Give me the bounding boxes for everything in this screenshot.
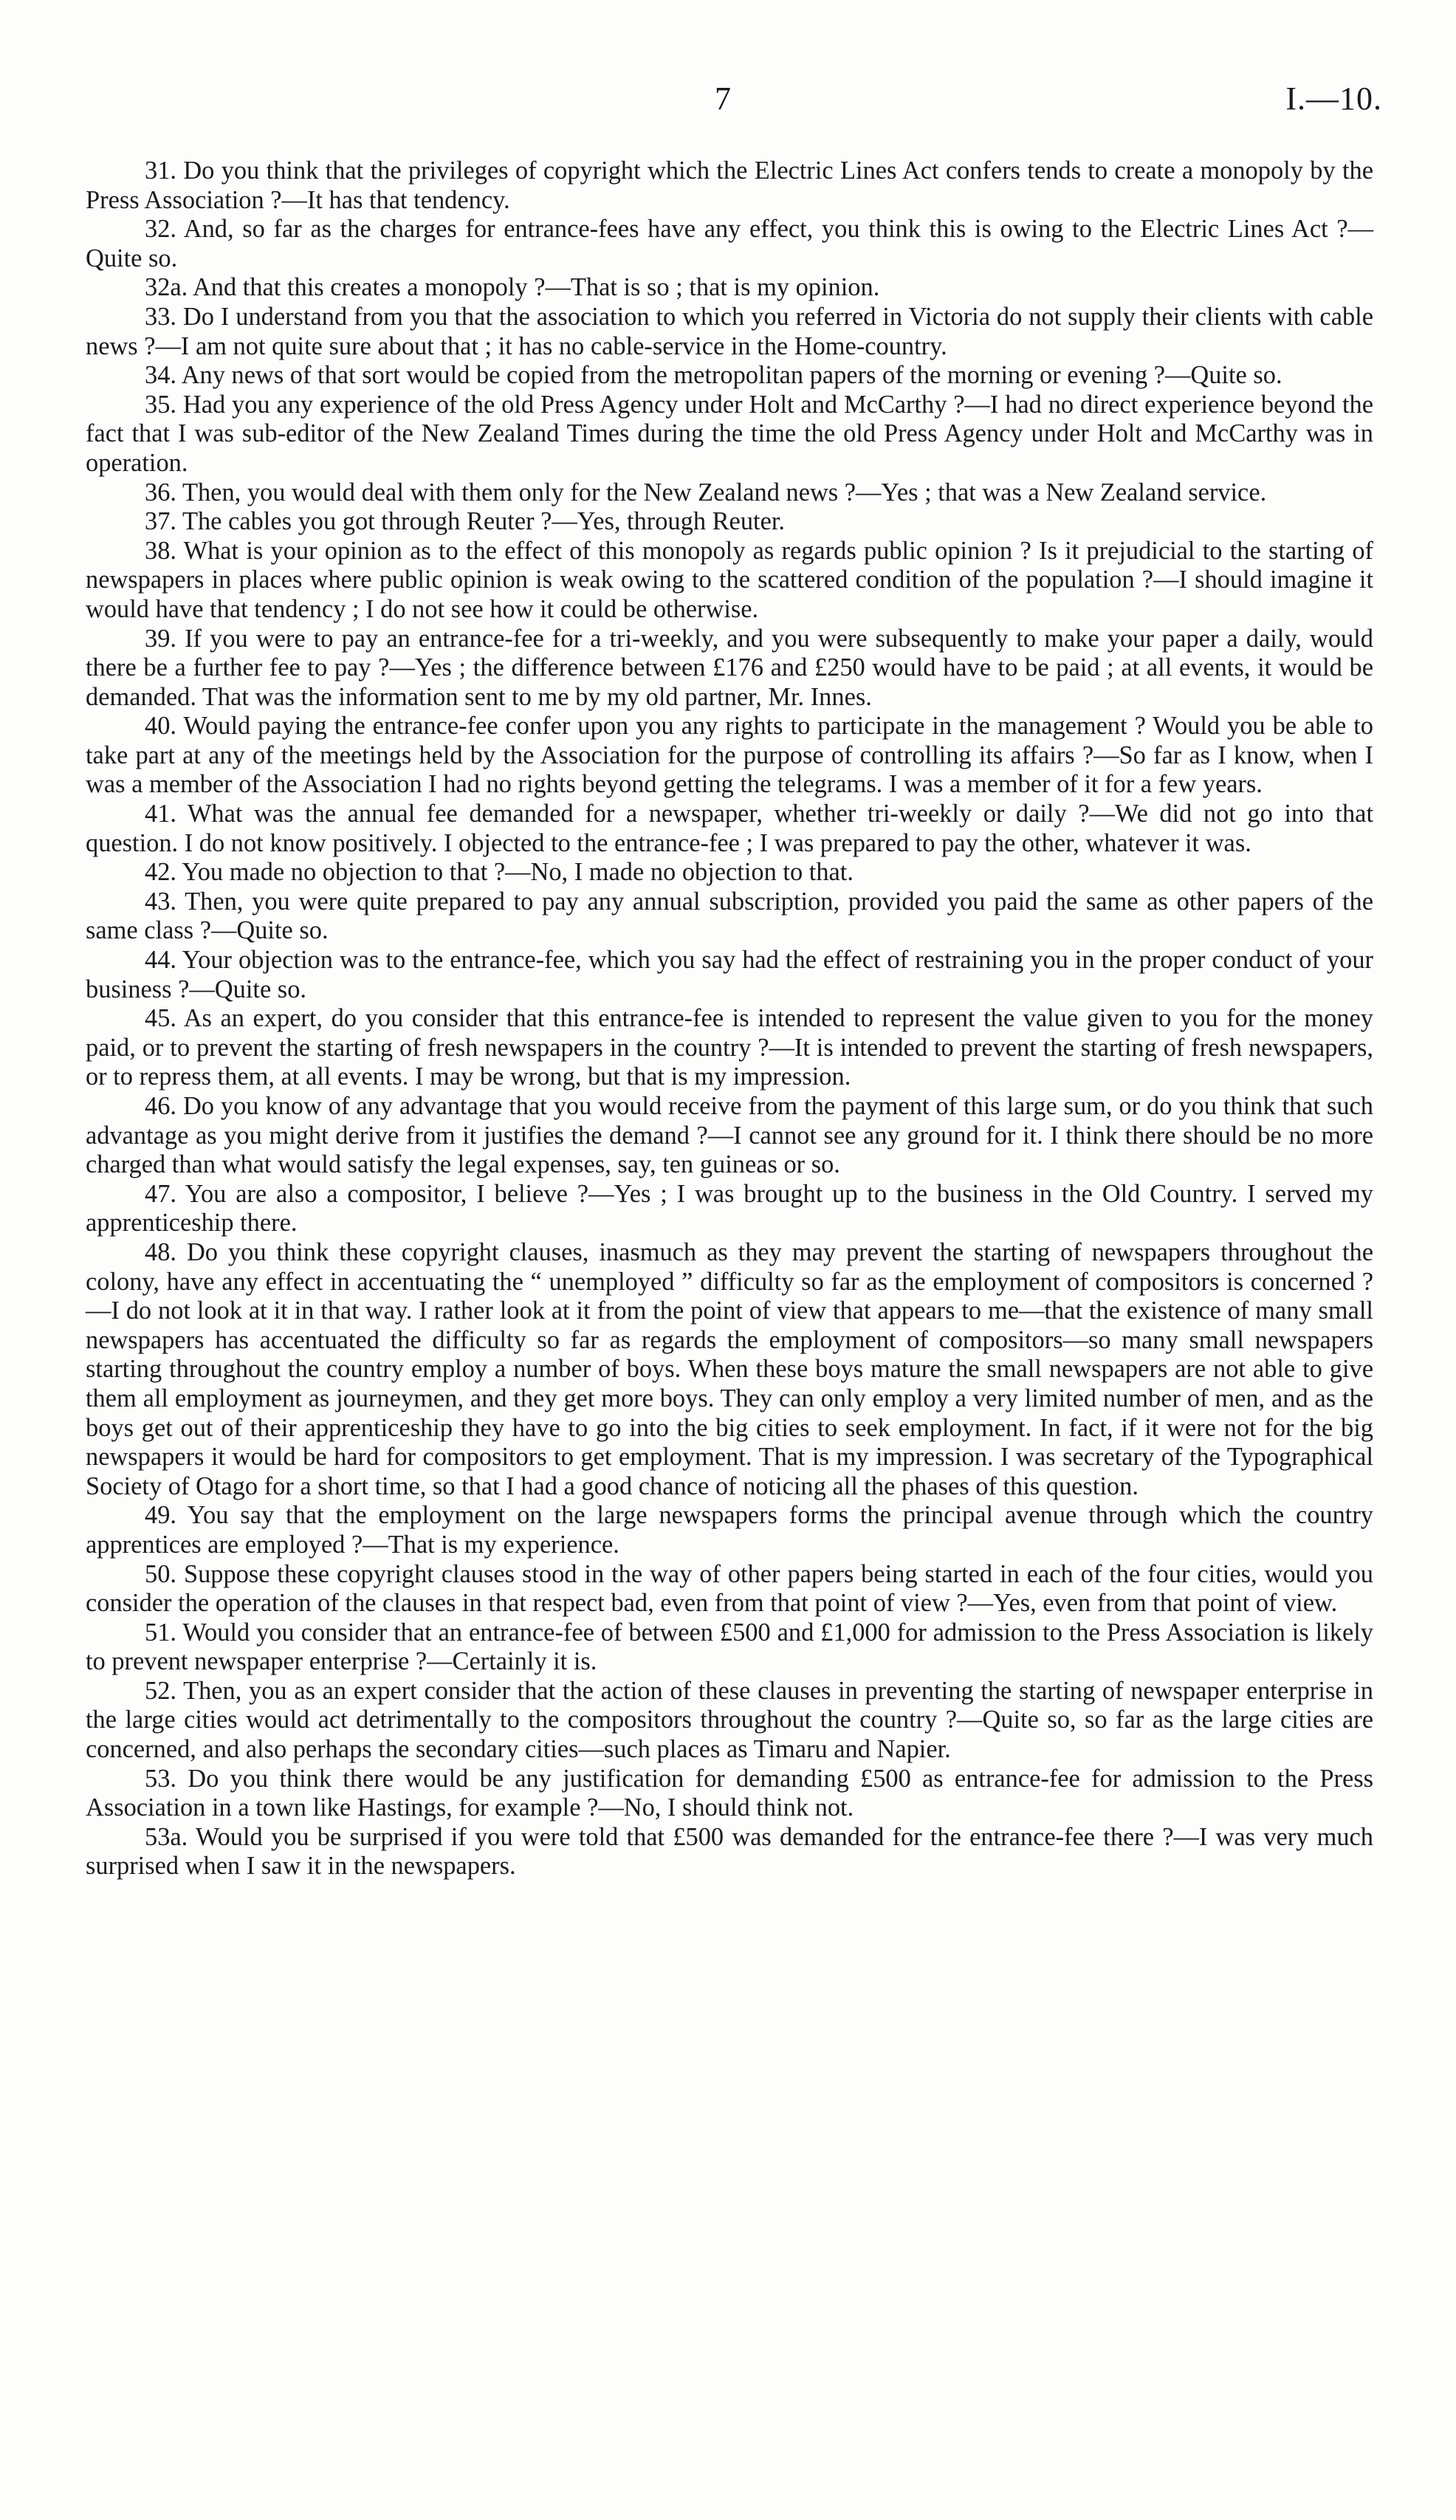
question-number: 53a. xyxy=(145,1822,188,1851)
question-answer-37 xyxy=(86,507,1373,537)
question-answer-46 xyxy=(86,1092,1373,1180)
question-number: 45. xyxy=(145,1004,176,1033)
question-answer-35 xyxy=(86,391,1373,478)
question-answer-40 xyxy=(86,712,1373,800)
question-answer-text: Then, you were quite prepared to pay any annual subscription, provided you paid the same as other papers of the same class ?—Quite so. xyxy=(86,887,1373,945)
question-number: 38. xyxy=(145,536,176,565)
question-answer-31 xyxy=(86,157,1373,215)
question-answer-49 xyxy=(86,1501,1373,1559)
testimony-body xyxy=(86,157,1373,1881)
question-answer-32 xyxy=(86,215,1373,273)
question-answer-text: Suppose these copyright clauses stood in the way of other papers being started in each of the four cities, would you consider the operation of the clauses in that respect bad, even from that point of view ?—Yes, even from that point of view. xyxy=(86,1559,1373,1618)
question-answer-text: Had you any experience of the old Press Agency under Holt and McCarthy ?—I had no direct experience beyond the fact that I was sub-editor of the New Zealand Times during the time the old Press Agency under Holt and McCarthy was in operation. xyxy=(86,390,1373,477)
question-answer-41 xyxy=(86,800,1373,858)
question-answer-text: You made no objection to that ?—No, I made no objection to that. xyxy=(182,858,854,887)
question-answer-44 xyxy=(86,946,1373,1004)
question-answer-text: And that this creates a monopoly ?—That is so ; that is my opinion. xyxy=(192,273,880,302)
question-number: 31. xyxy=(145,157,176,185)
question-answer-text: What was the annual fee demanded for a newspaper, whether tri-weekly or daily ?—We did not go into that question. I do not know positively. I objected to the entrance-fee ; I was prepared to pay the other, whatever it was. xyxy=(86,800,1373,857)
question-answer-47 xyxy=(86,1180,1373,1238)
question-answer-text: What is your opinion as to the effect of this monopoly as regards public opinion ? Is it prejudicial to the starting of newspapers in places where public opinion is weak owing to the scattered condition of the population ?—I should imagine it would have that tendency ; I do not see how it could be otherwise. xyxy=(86,536,1373,623)
page-number: 7 xyxy=(715,80,731,117)
question-answer-48 xyxy=(86,1238,1373,1501)
question-number: 41. xyxy=(145,800,176,828)
question-number: 49. xyxy=(145,1501,176,1530)
question-number: 44. xyxy=(145,946,176,975)
question-number: 52. xyxy=(145,1676,176,1705)
question-answer-50 xyxy=(86,1560,1373,1618)
question-number: 43. xyxy=(145,887,176,916)
question-number: 42. xyxy=(145,858,176,887)
question-number: 37. xyxy=(145,507,176,536)
question-answer-33 xyxy=(86,303,1373,361)
question-answer-text: Your objection was to the entrance-fee, which you say had the effect of restraining you in the proper conduct of your business ?—Quite so. xyxy=(86,946,1373,1003)
question-answer-text: Then, you would deal with them only for the New Zealand news ?—Yes ; that was a New Zealand service. xyxy=(182,478,1267,507)
question-answer-text: Do you know of any advantage that you would receive from the payment of this large sum, or do you think that such advantage as you might derive from it justifies the demand ?—I cannot see any ground for it. I think there should be no more charged than what would satisfy the legal expenses, say, ten guineas or so. xyxy=(86,1092,1373,1179)
question-answer-43 xyxy=(86,888,1373,946)
question-answer-32a xyxy=(86,273,1373,303)
question-answer-text: Do I understand from you that the association to which you referred in Victoria do not supply their clients with cable news ?—I am not quite sure about that ; it has no cable-service in the Home-country. xyxy=(86,302,1373,360)
question-number: 50. xyxy=(145,1559,176,1588)
question-answer-text: You say that the employment on the large newspapers forms the principal avenue through which the country apprentices are employed ?—That is my experience. xyxy=(86,1501,1373,1559)
question-number: 39. xyxy=(145,624,176,653)
question-number: 53. xyxy=(145,1764,176,1793)
question-number: 40. xyxy=(145,712,176,741)
question-number: 46. xyxy=(145,1092,176,1120)
question-answer-text: Any news of that sort would be copied from the metropolitan papers of the morning or evening ?—Quite so. xyxy=(181,361,1282,390)
question-answer-text: Do you think these copyright clauses, inasmuch as they may prevent the starting of newspapers throughout the colony, have any effect in accentuating the “ unemployed ” difficulty so far as the employment of compositors is concerned ?—I do not look at it in that way. I rather look at it from the point of view that appears to me—that the existence of many small newspapers has accentuated the difficulty so far as regards the employment of compositors—so many small newspapers starting throughout the country employ a number of boys. When these boys mature the small newspapers are not able to give them all employment as journeymen, and they get more boys. They can only employ a very limited number of men, and as the boys get out of their apprenticeship they have to go into the big cities to seek employment. In fact, if it were not for the big newspapers it would be hard for compositors to get employment. That is my impression. I was secretary of the Typographical Society of Otago for a short time, so that I had a good chance of noticing all the phases of this question. xyxy=(86,1237,1373,1500)
question-answer-text: Would paying the entrance-fee confer upon you any rights to participate in the management ? Would you be able to take part at any of the meetings held by the Association for the purpose of controlling its affairs ?—So far as I know, when I was a member of the Association I had no rights beyond getting the telegrams. I was a member of it for a few years. xyxy=(86,712,1373,799)
question-answer-39 xyxy=(86,625,1373,713)
question-number: 48. xyxy=(145,1237,176,1266)
question-answer-text: Then, you as an expert consider that the action of these clauses in preventing the starting of newspaper enterprise in the large cities would act detrimentally to the compositors throughout the country ?—Quite so, so far as the large cities are concerned, and also perhaps the secondary cities—such places as Timaru and Napier. xyxy=(86,1676,1373,1764)
question-answer-53 xyxy=(86,1765,1373,1823)
question-answer-text: If you were to pay an entrance-fee for a tri-weekly, and you were subsequently to make your paper a daily, would there be a further fee to pay ?—Yes ; the difference between £176 and £250 would have to be paid ; at all events, it would be demanded. That was the information sent to me by my old partner, Mr. Innes. xyxy=(86,624,1373,711)
question-answer-text: Do you think that the privileges of copyright which the Electric Lines Act confers tends to create a monopoly by the Press Association ?—It has that tendency. xyxy=(86,157,1373,214)
question-answer-45 xyxy=(86,1004,1373,1092)
paper-reference: I.—10. xyxy=(1285,80,1382,117)
question-number: 35. xyxy=(145,390,176,419)
question-answer-38 xyxy=(86,537,1373,625)
question-answer-34 xyxy=(86,361,1373,391)
question-answer-text: As an expert, do you consider that this entrance-fee is intended to represent the value given to you for the money paid, or to prevent the starting of fresh newspapers in the country ?—It is intended to prevent the starting of fresh newspapers, or to repress them, at all events. I may be wrong, but that is my impression. xyxy=(86,1004,1373,1091)
question-number: 34. xyxy=(145,361,176,390)
question-answer-36 xyxy=(86,478,1373,508)
question-answer-52 xyxy=(86,1677,1373,1765)
question-answer-51 xyxy=(86,1618,1373,1677)
question-answer-53a xyxy=(86,1823,1373,1881)
question-number: 47. xyxy=(145,1179,176,1208)
question-answer-42 xyxy=(86,858,1373,888)
question-answer-text: The cables you got through Reuter ?—Yes, through Reuter. xyxy=(182,507,785,536)
question-answer-text: Would you consider that an entrance-fee of between £500 and £1,000 for admission to the Press Association is likely to prevent newspaper enterprise ?—Certainly it is. xyxy=(86,1618,1373,1676)
question-answer-text: Would you be surprised if you were told that £500 was demanded for the entrance-fee there ?—I was very much surprised when I saw it in the newspapers. xyxy=(86,1822,1373,1881)
question-number: 32. xyxy=(145,215,176,244)
question-number: 51. xyxy=(145,1618,176,1647)
question-number: 36. xyxy=(145,478,176,507)
question-answer-text: You are also a compositor, I believe ?—Yes ; I was brought up to the business in the Old Country. I served my apprenticeship there. xyxy=(86,1179,1373,1237)
question-answer-text: Do you think there would be any justification for demanding £500 as entrance-fee for admission to the Press Association in a town like Hastings, for example ?—No, I should think not. xyxy=(86,1764,1373,1822)
page-header xyxy=(0,80,1456,124)
question-answer-text: And, so far as the charges for entrance-fees have any effect, you think this is owing to the Electric Lines Act ?—Quite so. xyxy=(86,215,1373,272)
question-number: 33. xyxy=(145,302,176,331)
question-number: 32a. xyxy=(145,273,188,302)
